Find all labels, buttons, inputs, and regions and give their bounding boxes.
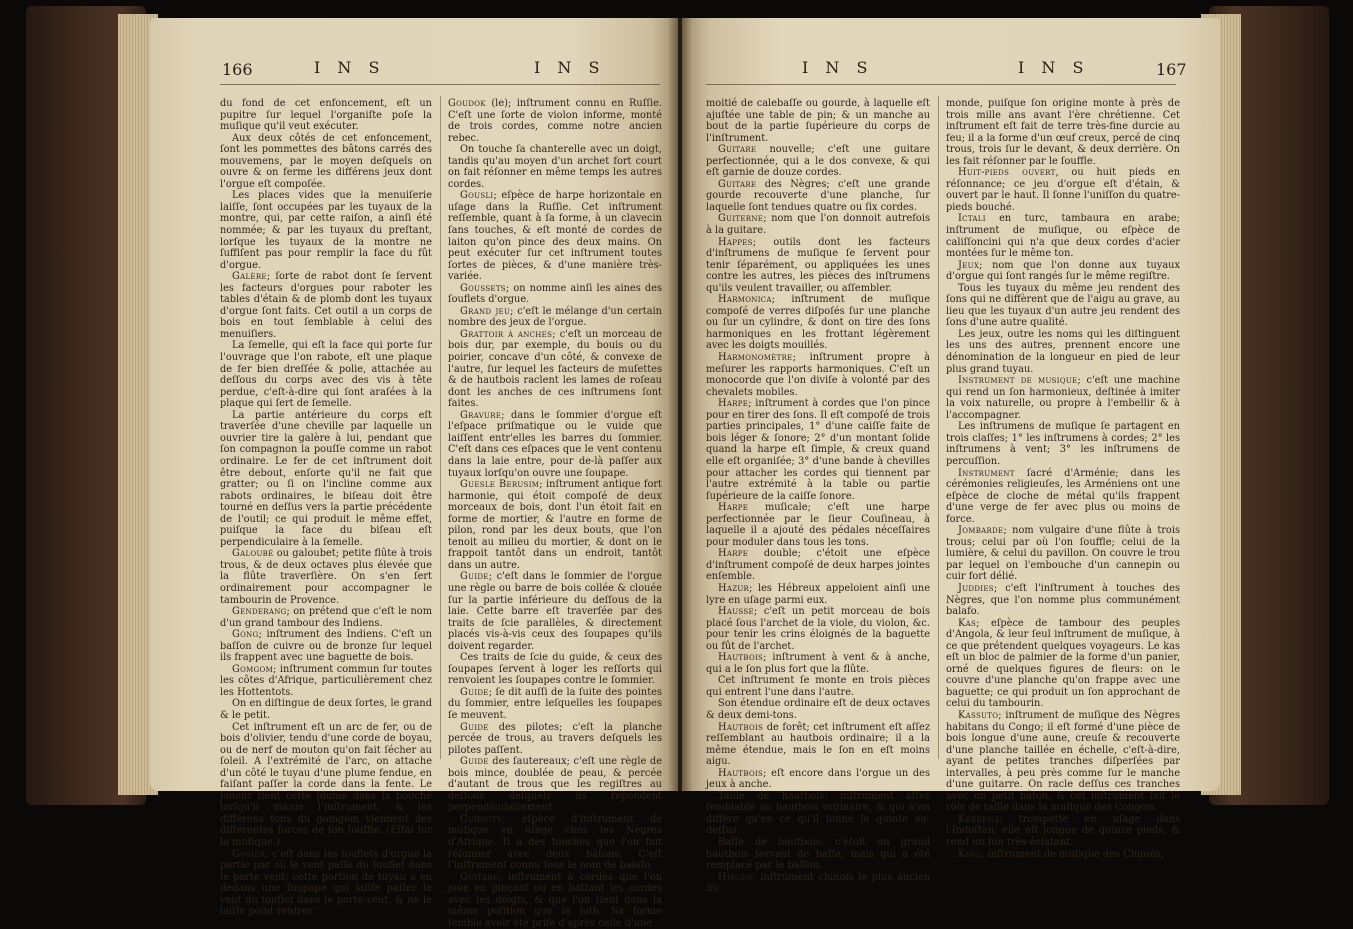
entry-text: ; inſtrument de muſique des Chinois, xyxy=(981,848,1164,860)
paragraph xyxy=(448,652,662,687)
paragraph xyxy=(946,814,1180,849)
entry-text: Cet inſtrument eſt un arc de fer, ou de bois d'olivier, tendu d'une corde de boyau, ou de nerf de mouton qu'on fait ſécher au ſoleil. A l'extrémité de l'arc, on attache d'un côté le tuyau d'une plume fendue, en faiſant paſſer la corde dans la fente. Le joueur tient cette plume dans la bouche lorſqu'il manie l'inſtrument; & les différens tons du gomgom viennent des différentes forces de ſon ſouffle. (Eſſai ſur la muſique.) xyxy=(220,721,432,848)
paragraph xyxy=(220,629,432,664)
right-page-column-1 xyxy=(706,98,930,895)
paragraph xyxy=(706,872,930,895)
entry-term: Goussets xyxy=(460,282,506,294)
entry-text: des Nègres; c'eſt une grande gourde recouverte d'une planche, ſur laquelle ſont tendues quatre ou ſix cordes. xyxy=(706,178,930,213)
entry-text: ; nom vulgaire d'une flûte à trois trous; celui par où l'on ſouffle; celui de la lumière, & celui du pavillon. On couvre le trou par lequel on l'embouche d'un cannepin ou cuir fort délié. xyxy=(946,525,1180,583)
paragraph xyxy=(706,698,930,721)
entry-text: ; inſtrument des Indiens. C'eſt un baſſon de cuivre ou de bronze ſur lequel ils frappent avec une baguette de bois. xyxy=(220,629,432,664)
entry-text: ; nom que l'on donne aux tuyaux d'orgue qui ſont rangés ſur le même regiſtre. xyxy=(946,259,1180,283)
paragraph xyxy=(706,179,930,214)
paragraph xyxy=(706,722,930,768)
entry-text: ; eſpèce de harpe horizontale en uſage dans la Ruſſie. Cet inſtrument reſſemble, quant à ſa forme, à un clavecin ſans touches, & eſt monté de cordes de laiton qu'on pince des deux mains. On peut exécuter ſur cet inſtrument toutes ſortes de pièces, & d'une manière très-variée. xyxy=(448,190,662,283)
entry-text: ; c'eſt un morceau de bois dur, par exemple, du bouis ou du poirier, concave d'un côté, & convexe de l'autre, ſur lequel les facteurs de muſettes & de hautbois raclent les lames de roſeau dont les anches de ces inſtrumens ſont faites. xyxy=(448,328,662,410)
paragraph xyxy=(946,329,1180,375)
entry-text: ; on prétend que c'eſt le nom d'un grand tambour des Indiens. xyxy=(220,606,432,629)
paragraph xyxy=(448,329,662,410)
entry-text: ; inſtrument à cordes que l'on pince pour en tirer des ſons. Il eſt compoſé de trois parties principales, 1° d'une caiſſe faite de bois léger & ſonore; 2° d'un montant ſolide quand la harpe eſt ſimple, & creux quand elle eſt organiſée; 3° d'une bande à chevilles pour attacher les cordes qui tiennent par l'autre extrémité à la table ou partie ſupérieure de la caiſſe ſonore. xyxy=(706,398,930,502)
entry-term: Harpe xyxy=(718,398,749,410)
page-number-left: 166 xyxy=(222,60,253,79)
entry-term: Guitare xyxy=(460,871,499,883)
entry-text: ; c'eſt une machine qui rend un ſon harmonieux, deſtinée à imiter la voix naturelle, ou propre à l'embellir & à l'accompagner. xyxy=(946,375,1180,421)
entry-text: Les jeux, outre les noms qui les diſtinguent les uns des autres, prennent encore une dénomination de la longueur en pied de leur plus grand tuyau. xyxy=(946,328,1180,375)
entry-text: ; eſpèce de tambour des peuples d'Angola, & leur ſeul inſtrument de muſique, à ce que prétendent quelques voyageurs. Le kas eſt un bloc de palmier de la forme d'un panier, orné de quelques figures de fleurs: on le couvre d'une planche qu'on frappe avec une baguette; ce qui produit un ſon approchant de celui du tambourin. xyxy=(946,617,1180,710)
paragraph xyxy=(706,652,930,675)
paragraph xyxy=(448,306,662,329)
entry-term: Goudok xyxy=(448,98,486,109)
paragraph xyxy=(706,675,930,698)
entry-text: ; inſtrument de muſique compoſé de verres diſpoſés ſur une planche ou ſur un cylindre, & dont on tire des ſons harmoniques en les frottant légèrement avec les doigts mouillés. xyxy=(706,294,930,352)
paragraph xyxy=(220,340,432,409)
entry-text: (le); inſtrument connu en Ruſſie. C'eſt une ſorte de violon informe, monté de trois cordes, comme notre ancien rebec. xyxy=(448,98,662,144)
entry-text: Baſſe de hautbois; c'étoit un grand hautbois ſervant de baſſe; mais qui a été remplacé par le baſſon. xyxy=(706,837,930,872)
paragraph xyxy=(220,190,432,271)
entry-text: Les places vides que la menuiſerie laiſſe, ſont occupées par les tuyaux de la montre, qui, par cette raiſon, a ainſi été nommée; & par les tuyaux du preſtant, lorſque les tuyaux de la montre ne ſuffiſent pas pour remplir la face du fût d'orgue. xyxy=(220,190,432,271)
entry-text: Cet inſtrument ſe monte en trois pièces qui entrent l'une dans l'autre. xyxy=(706,675,930,698)
entry-term: Jombarde xyxy=(958,525,1004,537)
paragraph xyxy=(706,768,930,791)
entry-text: des ſautereaux; c'eſt une règle de bois mince, doublée de peau, & percée d'autant de trous que les regiſtres au deſſous deſquels ils répondent perpendiculairement. xyxy=(448,756,662,814)
entry-term: Grattoir à anches xyxy=(460,328,553,340)
paragraph xyxy=(448,872,662,929)
paragraph xyxy=(706,144,930,179)
entry-term: Kerrena xyxy=(958,813,1000,825)
paragraph xyxy=(448,410,662,479)
entry-term: Harmonomètre xyxy=(718,352,793,364)
entry-term: Hautbois xyxy=(718,652,764,664)
page-number-right: 167 xyxy=(1156,60,1187,79)
entry-text: , ou huit pieds en réſonnance; ce jeu d'orgue eſt d'étain, & ouvert par le haut. Il ſonne l'uniſſon du quatre-pieds bouché. xyxy=(946,167,1181,213)
entry-text: monde, puiſque ſon origine monte à près de trois mille ans avant l'ère chrétienne. Cet inſtrument eſt fait de terre très-fine durcie au feu; il a la forme d'un œuf creux, percé de cinq trous, trois ſur le devant, & deux derrière. On les fait réſonner par le ſouffle. xyxy=(946,98,1180,167)
paragraph xyxy=(448,479,662,571)
paragraph xyxy=(946,260,1180,283)
entry-term: Harmonica xyxy=(718,294,772,306)
paragraph xyxy=(220,133,432,191)
entry-text: ; inſtrument de muſique des Nègres habitans du Congo; il eſt formé d'une pièce de bois longue d'une aune, creuſe & recouverte d'une planche taillée en échelle, c'eſt-à-dire, ayant de petites tranches diſperſées par intervalles, à peu près comme ſur le manche d'une guitarre. On racle deſſus ces tranches avec un petit bâton, & cet inſtrument fait le rôle de taille dans la muſique des Congois. xyxy=(946,709,1180,814)
left-page-column-1 xyxy=(220,98,432,918)
paragraph xyxy=(946,167,1180,213)
paragraph xyxy=(706,548,930,583)
left-page-column-2 xyxy=(448,98,662,929)
entry-text: ; inſtrument commun ſur toutes les côtes d'Afrique, particulièrement chez les Hottentots. xyxy=(220,663,432,698)
entry-term: Instrument de musique xyxy=(958,375,1078,387)
entry-term: Guiriots xyxy=(460,813,503,825)
entry-term: Kassuto xyxy=(958,709,999,721)
entry-text: La partie antérieure du corps eſt traverſée d'une cheville par laquelle un ouvrier tire la galère à lui, pendant que ſon compagnon la pouſſe comme un rabot ordinaire. Le fer de cet inſtrument doit être debout, enſorte qu'il ne fait que gratter; ou ſi on l'incline comme aux rabots ordinaires, le biſeau doit être tourné en deſſus vers la partie précédente de l'outil; ce qui produit le même effet, puiſque la face du biſeau eſt perpendiculaire à la ſemelle. xyxy=(220,409,432,548)
paragraph xyxy=(448,687,662,722)
entry-text: en turc, tambaura en arabe; inſtrument de muſique, ou eſpèce de caliſſoncini qui n'a que deux cordes d'acier montées ſur le même ton. xyxy=(946,213,1180,260)
entry-term: Huit-pieds ouvert xyxy=(958,167,1056,179)
entry-text: Ces traits de ſcie du guide, & ceux des ſoupapes ſervent à loger les reſſorts qui renvoient les ſoupapes contre le ſommier. xyxy=(448,652,662,687)
entry-text: ; eſpèce d'inſtrument de muſique en uſage chez les Nègres d'Afrique. Il a des touches que l'on fait réſonner avec deux bâtons. C'eſt l'inſtrument connu ſous le nom de balafo. xyxy=(448,813,662,872)
paragraph xyxy=(946,98,1180,167)
paragraph xyxy=(706,837,930,872)
paragraph xyxy=(448,190,662,282)
entry-term: Happes xyxy=(718,236,753,248)
entry-term: Juddies xyxy=(958,582,994,594)
entry-term: Gravure xyxy=(460,409,502,421)
entry-text: Taille de hautbois; inſtrument aſſez ſemblable au hautbois ordinaire, & qui n'en diffère qu'en ce qu'il ſonne la quinte au-deſſus. xyxy=(706,790,930,837)
entry-text: nouvelle; c'eſt une guitare perfectionnée, qui a le dos convexe, & qui eſt garnie de douze cordes. xyxy=(706,144,930,179)
entry-term: Gosier xyxy=(232,848,266,860)
paragraph xyxy=(946,849,1180,861)
entry-text: Aux deux côtés de cet enfoncement, ſont les pommettes des bâtons carrés des mouvemens, par le moyen deſquels on ouvre & on ferme les différens jeux dont l'orgue eſt compoſée. xyxy=(220,132,432,190)
paragraph xyxy=(448,283,662,306)
paragraph xyxy=(706,213,930,236)
entry-text: double; c'étoit une eſpèce d'inſtrument compoſé de deux harpes jointes enſemble. xyxy=(706,548,930,583)
paragraph xyxy=(220,410,432,549)
paragraph xyxy=(706,502,930,548)
entry-term: King xyxy=(958,848,982,860)
entry-text: Les inſtrumens de muſique ſe partagent en trois claſſes; 1° les inſtrumens à cordes; 2° les inſtrumens à vent; 3° les inſtrumens de percuſſion. xyxy=(946,421,1180,467)
entry-text: ; c'eſt l'inſtrument à touches des Nègres, que l'on nomme plus communément balafo. xyxy=(946,582,1180,618)
paragraph xyxy=(706,294,930,352)
paragraph xyxy=(220,849,432,918)
entry-term: Guesle Berusim xyxy=(460,479,540,491)
entry-term: Guide xyxy=(460,756,489,768)
entry-text: ; eſt encore dans l'orgue un des jeux à anche. xyxy=(706,767,930,791)
running-head-right-1: I N S xyxy=(802,58,874,77)
paragraph xyxy=(448,722,662,757)
paragraph xyxy=(706,98,930,144)
entry-text: ; inſtrument propre à meſurer les rapports harmoniques. C'eſt un monocorde que l'on diviſe à volonté par des chevalets mobiles. xyxy=(706,352,930,398)
entry-text: ; ſorte de rabot dont ſe ſervent les facteurs d'orgues pour raboter les tables d'étain & de plomb dont les tuyaux d'orgue ſont faits. Cet outil a un corps de bois en tout ſemblable à celui des menuiſiers. xyxy=(220,271,432,340)
entry-text: ; nom que l'on donnoit autrefois à la guitare. xyxy=(706,213,930,237)
entry-term: Kas xyxy=(958,617,977,629)
paragraph xyxy=(946,283,1180,329)
entry-term: Jeux xyxy=(958,259,980,271)
paragraph xyxy=(706,398,930,502)
entry-text: ſacré d'Arménie; dans les cérémonies religieuſes, les Arméniens ont une eſpèce de cloche de métal qu'ils frappent d'une verge de fer avec plus ou moins de force. xyxy=(946,467,1180,525)
entry-term: Galoubé xyxy=(232,548,274,560)
entry-term: Harpe xyxy=(718,548,749,560)
entry-term: Hazur xyxy=(718,582,750,594)
entry-text: ; inſtrument à vent & à anche, qui a le ſon plus fort que la flûte. xyxy=(706,652,930,675)
entry-text: ; inſtrument à cordes que l'on joue en pinçant ou en battant les cordes avec les doigts, & que l'on tient dans la même poſition que le luth. Sa forme ſemble avoir été priſe d'après celle d'une xyxy=(448,871,662,929)
running-head-left-2: I N S xyxy=(534,58,606,77)
paragraph xyxy=(220,271,432,340)
entry-text: On touche ſa chanterelle avec un doigt, tandis qu'au moyen d'un archet fort court on fait réſonner en même temps les autres cordes. xyxy=(448,144,662,190)
entry-text: des pilotes; c'eſt la planche percée de trous, au travers deſquels les pilotes paſſent. xyxy=(448,721,662,756)
paragraph xyxy=(220,664,432,699)
entry-term: Gousli xyxy=(460,190,494,202)
paragraph xyxy=(946,710,1180,814)
entry-term: Gomgom xyxy=(232,663,274,675)
left-page xyxy=(150,18,678,929)
running-head-right-2: I N S xyxy=(1018,58,1090,77)
entry-term: Ictali xyxy=(958,213,986,225)
paragraph xyxy=(946,213,1180,259)
entry-term: Hiscen xyxy=(718,871,753,883)
entry-text: ; c'eſt le mélange d'un certain nombre des jeux de l'orgue. xyxy=(448,305,662,329)
paragraph xyxy=(946,421,1180,467)
paragraph xyxy=(946,468,1180,526)
paragraph xyxy=(706,606,930,652)
entry-term: Hausse xyxy=(718,606,754,618)
entry-text: ; inſtrument chinois le plus ancien du xyxy=(706,871,930,895)
book-gutter xyxy=(668,18,692,791)
paragraph xyxy=(448,144,662,190)
entry-term: Guitare xyxy=(718,144,757,156)
paragraph xyxy=(220,98,432,133)
entry-term: Instrument xyxy=(958,467,1015,479)
paragraph xyxy=(946,525,1180,583)
paragraph xyxy=(706,583,930,606)
paragraph xyxy=(448,98,662,144)
entry-text: de forêt; cet inſtrument eſt aſſez reſſemblant au hautbois ordinaire; il a la même étendue, mais le ſon en eſt moins aigu. xyxy=(706,721,930,768)
entry-text: ; les Hébreux appeloient ainſi une lyre en uſage parmi eux. xyxy=(706,582,930,606)
entry-text: moitié de calebaſſe ou gourde, à laquelle eſt ajuſtée une table de pin; & un manche au bout de la partie ſupérieure du corps de l'inſtrument. xyxy=(706,98,930,144)
entry-text: ; on nomme ainſi les aines des ſouflets d'orgue. xyxy=(448,282,662,306)
paragraph xyxy=(220,722,432,849)
paragraph xyxy=(220,698,432,721)
paragraph xyxy=(706,352,930,398)
column-divider xyxy=(938,96,939,759)
entry-text: ; outils dont les facteurs d'inſtrumens de muſique ſe ſervent pour tenir ſéparément, ou appliquées les unes contre les autres, les pièces des inſtrumens qu'ils veulent travailler, ou aſſembler. xyxy=(706,236,930,294)
entry-text: On en diſtingue de deux ſortes, le grand & le petit. xyxy=(220,698,432,721)
entry-text: Son étendue ordinaire eſt de deux octaves & deux demi-tons. xyxy=(706,698,930,721)
entry-text: Tous les tuyaux du même jeu rendent des ſons qui ne diffèrent que de l'aigu au grave, au lieu que les tuyaux d'un autre jeu rendent des ſons d'une autre qualité. xyxy=(946,282,1180,329)
entry-term: Hautbois xyxy=(718,767,764,779)
paragraph xyxy=(946,375,1180,421)
entry-text: ; dans le ſommier d'orgue eſt l'eſpace priſmatique ou le vuide que laiſſent entr'elles les barres du ſommier. C'eſt dans ces eſpaces que le vent contenu dans la laie entre, pour de-là paſſer aux tuyaux lorſqu'on ouvre une ſoupape. xyxy=(448,409,662,479)
entry-term: Guide xyxy=(460,571,489,583)
right-page xyxy=(682,18,1220,895)
header-rule xyxy=(706,84,1176,85)
right-page-column-2 xyxy=(946,98,1181,860)
entry-text: La ſemelle, qui eſt la face qui porte ſur l'ouvrage que l'on rabote, eſt une plaque de fer bien dreſſée & polie, attachée au deſſous du corps avec des vis à tête perdue, c'eſt-à-dire qui ſont araſées à la plaque qui ſert de ſemelle. xyxy=(220,340,432,410)
entry-term: Hautbois xyxy=(718,721,764,733)
entry-term: Guiterne xyxy=(718,213,764,225)
paragraph xyxy=(946,618,1180,710)
paragraph xyxy=(448,814,662,872)
entry-text: ; c'eſt un petit morceau de bois placé ſous l'archet de la viole, du violon, &c. pour tenir les crins éloignés de la baguette ou fût de l'archet. xyxy=(706,606,930,652)
paragraph xyxy=(220,606,432,629)
entry-term: Guide xyxy=(460,721,489,733)
header-rule xyxy=(220,84,660,85)
entry-text: muſicale; c'eſt une harpe perfectionnée par le ſieur Couſineau, à laquelle il a ajouté des pédales néceſſaires pour moduler dans tous les tons. xyxy=(706,502,930,548)
entry-text: ; c'eſt dans le ſommier de l'orgue une règle ou barre de bois collée & clouée ſur la partie inférieure du deſſous de la laie. Cette barre eſt traverſée par des traits de ſcie parallèles, & directement placés vis-à-vis ceux des ſoupapes qu'ils doivent regarder. xyxy=(448,571,662,652)
entry-term: Harpe xyxy=(718,502,749,514)
entry-term: Guitare xyxy=(718,178,757,190)
paragraph xyxy=(706,791,930,837)
column-divider xyxy=(440,96,441,759)
entry-text: ; inſtrument antique fort harmonie, qui étoit compoſé de deux morceaux de bois, dont l'un étoit fait en forme de mortier, & l'autre en forme de pilon, rond par les deux bouts, que l'on tenoit au milieu du mortier, & dont on le frappoit tantôt dans un endroit, tantôt dans un autre. xyxy=(448,479,662,571)
entry-term: Gong xyxy=(232,629,259,641)
entry-text: du fond de cet enfoncement, eſt un pupitre ſur lequel l'organiſte poſe la muſique qu'il veut exécuter. xyxy=(220,98,432,133)
paragraph xyxy=(220,548,432,606)
entry-term: Guide xyxy=(460,686,489,698)
paragraph xyxy=(448,571,662,652)
entry-text: ou galoubet; petite flûte à trois trous, & de deux octaves plus élevée que la flûte traverſière. On s'en ſert ordinairement pour accompagner le tambourin de Provence. xyxy=(220,548,432,606)
entry-text: ; trompette en uſage dans l'Indoſtan; elle eſt longue de quinze pieds, & rend un ſon très-éclatant. xyxy=(946,813,1180,848)
entry-term: Galère xyxy=(232,271,267,283)
paragraph xyxy=(946,583,1180,618)
entry-term: Grand jeu xyxy=(460,305,511,317)
paragraph xyxy=(706,237,930,295)
entry-text: ; ſe dit auſſi de la ſuite des pointes du ſommier, entre leſquelles les ſoupapes ſe meuvent. xyxy=(448,686,662,721)
entry-text: ; c'eſt dans les ſouflets d'orgue la partie par où le vent paſſe du ſouflet dans le porte vent; cette portion de tuyau a en dedans une ſoupape qui laiſſe paſſer le vent du ſouflet dans le porte-vent, & ne le laiſſe point rentrer. xyxy=(220,848,432,918)
entry-term: Genderang xyxy=(232,606,287,618)
running-head-left-1: I N S xyxy=(314,58,386,77)
paragraph xyxy=(448,756,662,814)
